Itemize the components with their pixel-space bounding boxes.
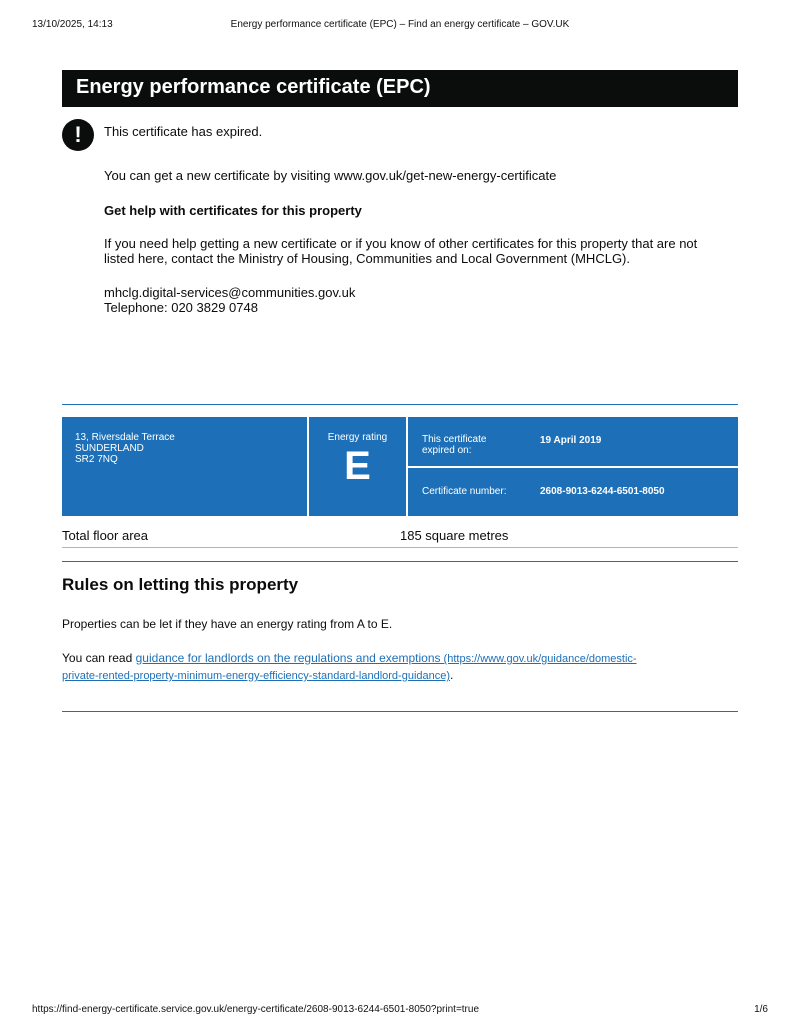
help-text: If you need help getting a new certificate or if you know of other certificates for this property that are not listed here, contact the Ministry of Housing, Communities and Local Government (MHCLG). xyxy=(104,236,698,266)
address-postcode: SR2 7NQ xyxy=(75,454,118,465)
certificate-summary xyxy=(62,417,738,516)
floor-area-value: 185 square metres xyxy=(400,528,509,543)
certificate-number-cell xyxy=(408,468,738,516)
expiry-label: This certificate expired on: xyxy=(422,434,487,456)
address-line-2: SUNDERLAND xyxy=(75,443,144,454)
print-header xyxy=(32,19,768,33)
certificate-number-label: Certificate number: xyxy=(422,486,507,497)
page-title: Energy performance certificate (EPC) xyxy=(62,70,738,107)
print-page-number: 1/6 xyxy=(754,1004,768,1015)
new-certificate-text: You can get a new certificate by visiting www.gov.uk/get-new-energy-certificate xyxy=(104,168,557,183)
contact-telephone: Telephone: 020 3829 0748 xyxy=(104,300,258,315)
rules-heading: Rules on letting this property xyxy=(62,575,299,594)
print-footer xyxy=(32,1004,768,1018)
exclamation-icon: ! xyxy=(62,119,94,151)
guidance-paragraph xyxy=(62,650,722,684)
help-heading: Get help with certificates for this property xyxy=(104,203,362,218)
address-line-1: 13, Riversdale Terrace xyxy=(75,432,175,443)
print-page-url: https://find-energy-certificate.service.gov.uk/energy-certificate/2608-9013-6244-6501-8050?print=true xyxy=(32,1004,480,1015)
certificate-number: 2608-9013-6244-6501-8050 xyxy=(540,486,665,497)
floor-area-divider xyxy=(62,547,738,548)
guidance-link-url[interactable]: (https://www.gov.uk/guidance/domestic- xyxy=(440,653,637,665)
guidance-prefix: You can read xyxy=(62,651,136,665)
divider xyxy=(62,711,738,712)
property-address xyxy=(62,417,307,516)
energy-rating xyxy=(309,417,406,516)
contact-email: mhclg.digital-services@communities.gov.uk xyxy=(104,285,356,300)
print-document-title: Energy performance certificate (EPC) – Find an energy certificate – GOV.UK xyxy=(230,19,570,30)
expired-warning: This certificate has expired. xyxy=(104,124,263,139)
expiry-date: 19 April 2019 xyxy=(540,435,602,446)
divider xyxy=(62,404,738,405)
guidance-link[interactable] xyxy=(62,651,637,682)
energy-rating-value: E xyxy=(344,444,371,488)
floor-area-label: Total floor area xyxy=(62,528,148,543)
expiry-cell xyxy=(408,417,738,466)
guidance-link-url-continued[interactable]: private-rented-property-minimum-energy-efficiency-standard-landlord-guidance) xyxy=(62,670,451,682)
rules-text: Properties can be let if they have an energy rating from A to E. xyxy=(62,617,393,631)
guidance-link-text[interactable]: guidance for landlords on the regulations and exemptions xyxy=(135,651,441,665)
divider xyxy=(62,561,738,562)
energy-rating-label: Energy rating xyxy=(327,432,388,443)
print-datetime: 13/10/2025, 14:13 xyxy=(32,19,113,30)
guidance-suffix: . xyxy=(450,668,454,682)
